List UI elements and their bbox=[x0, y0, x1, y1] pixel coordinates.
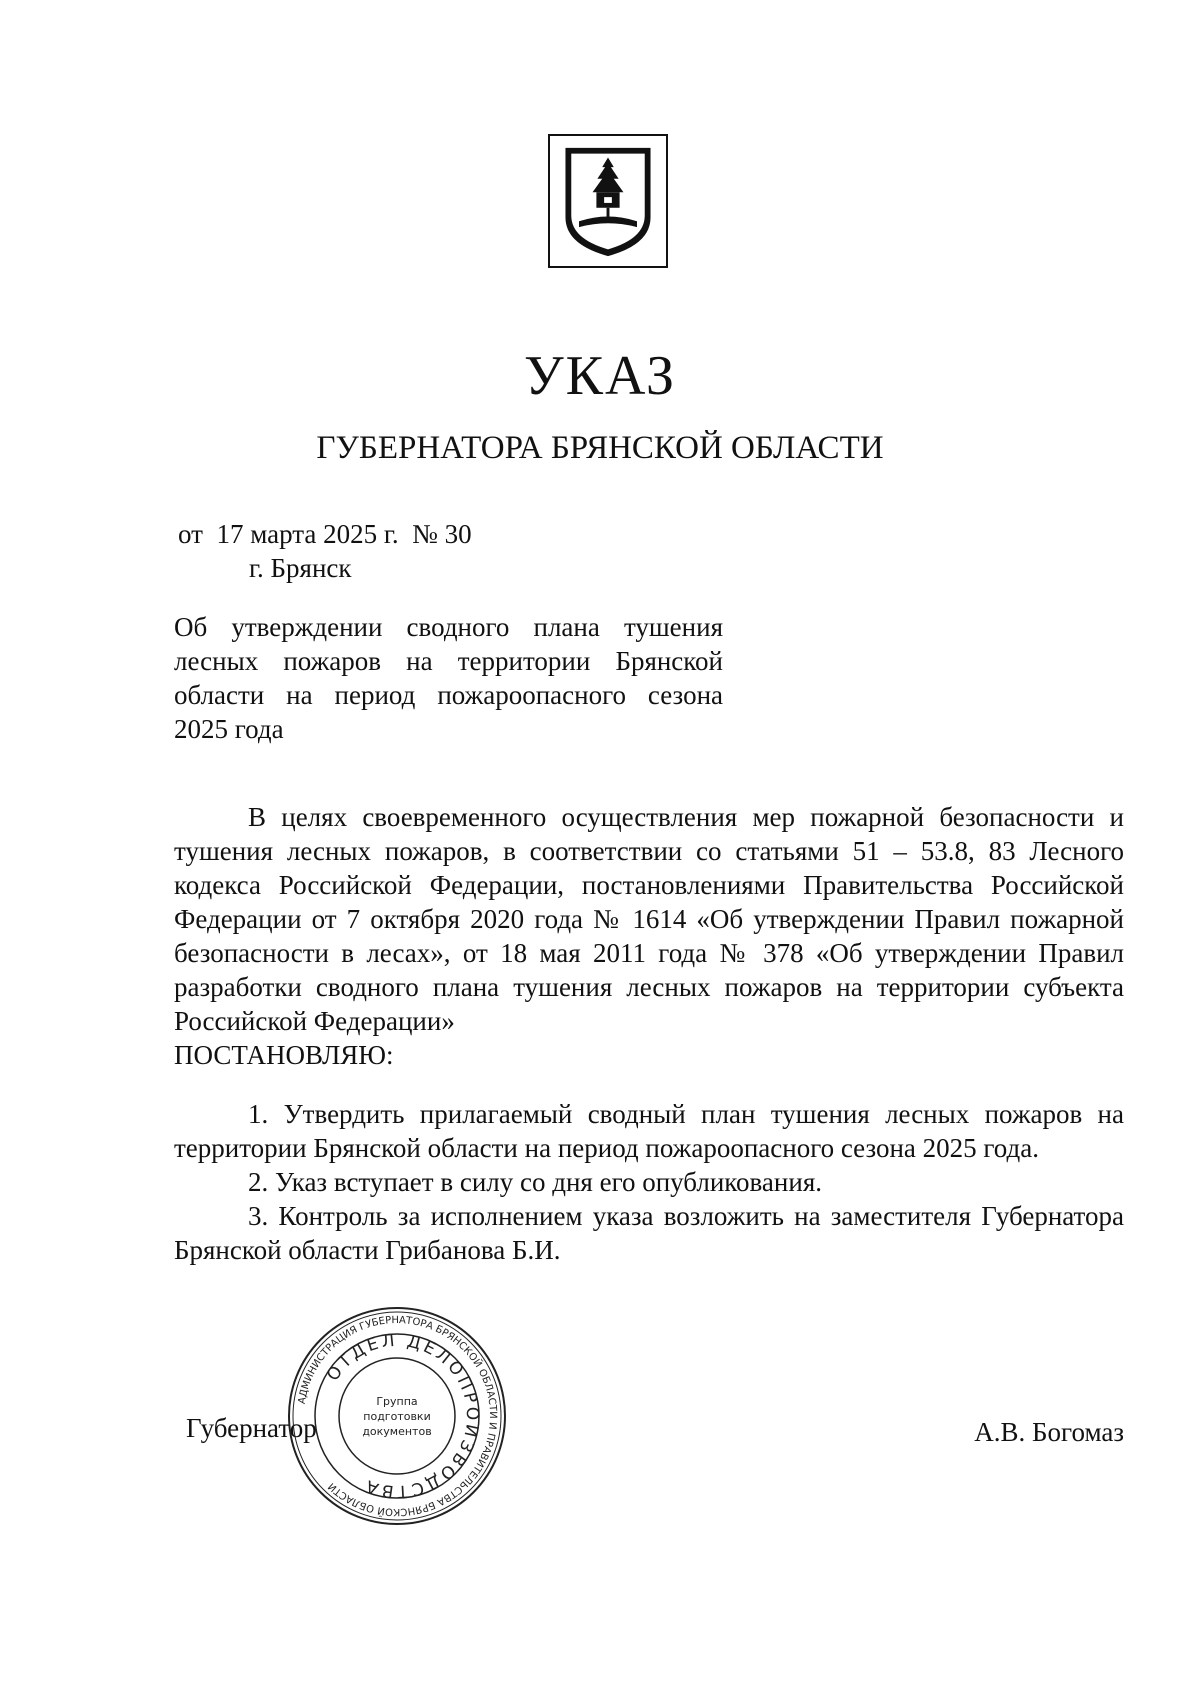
document-title: УКАЗ bbox=[523, 345, 677, 407]
stamp-center-line: документов bbox=[362, 1425, 432, 1438]
document-subtitle: ГУБЕРНАТОРА БРЯНСКОЙ ОБЛАСТИ bbox=[316, 430, 884, 466]
decree-word: ПОСТАНОВЛЯЮ: bbox=[174, 1040, 394, 1070]
stamp-outer-text: АДМИНИСТРАЦИЯ ГУБЕРНАТОРА БРЯНСКОЙ ОБЛАСТИ И ПРАВИТЕЛЬСТВА БРЯНСКОЙ ОБЛАСТИ bbox=[296, 1314, 499, 1518]
document-city: г. Брянск bbox=[249, 553, 352, 583]
stamp-center-line: подготовки bbox=[363, 1410, 431, 1423]
signer-name: А.В. Богомаз bbox=[974, 1417, 1124, 1447]
stamp-ring-text: ОТДЕЛ ДЕЛОПРОИЗВОДСТВА bbox=[323, 1330, 483, 1502]
decree-item: 2. Указ вступает в силу со дня его опубликования. bbox=[248, 1167, 822, 1197]
stamp-center-line: Группа bbox=[376, 1395, 418, 1408]
coat-of-arms-icon bbox=[548, 134, 668, 268]
decree-item: 1. Утвердить прилагаемый сводный план тушения лесных пожаров на территории Брянской области на период пожароопасного сезона 2025 года. bbox=[174, 1099, 1124, 1163]
document-preamble-block bbox=[174, 800, 1124, 1072]
decree-item: 3. Контроль за исполнением указа возложить на заместителя Губернатора Брянской области Грибанова Б.И. bbox=[174, 1201, 1124, 1265]
document-subject: Об утверждении сводного плана тушения лесных пожаров на территории Брянской области на период пожароопасного сезона 2025 года bbox=[174, 612, 723, 744]
decree-items bbox=[174, 1097, 1124, 1267]
official-stamp-icon bbox=[286, 1305, 508, 1527]
preamble-paragraph: В целях своевременного осуществления мер пожарной безопасности и тушения лесных пожаров, в соответствии со статьями 51 – 53.8, 83 Лесного кодекса Российской Федерации, постановлениями Правительства Российской Федерации от 7 октября 2020 года № 1614 «Об утверждении Правил пожарной безопасности в лесах», от 18 мая 2011 года № 378 «Об утверждении Правил разработки сводного плана тушения лесных пожаров на территории субъекта Российской Федерации» bbox=[174, 802, 1124, 1036]
signer-position: Губернатор bbox=[186, 1413, 317, 1443]
document-date-number: от 17 марта 2025 г. № 30 bbox=[178, 519, 472, 549]
